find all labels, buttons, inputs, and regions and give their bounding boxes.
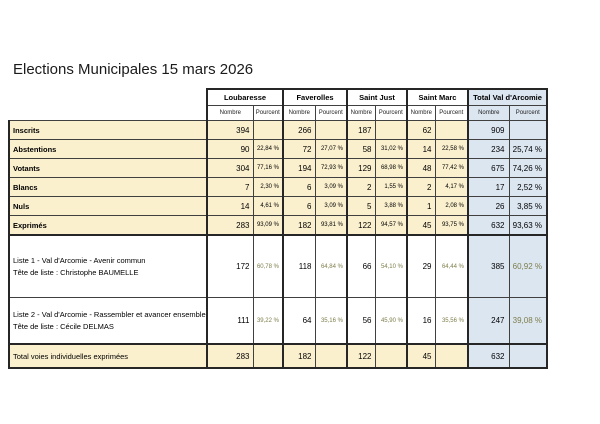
row-label: Votants [9,159,207,178]
cell-total-nombre: 632 [468,344,509,368]
cell-pourcent: 35,56 % [435,298,468,345]
cell-total-pourcent: 3,85 % [509,197,547,216]
cell-pourcent: 64,44 % [435,235,468,298]
cell-pourcent: 22,84 % [253,140,283,159]
cell-total-pourcent [509,344,547,368]
cell-total-pourcent: 74,26 % [509,159,547,178]
cell-nombre: 283 [207,344,253,368]
cell-total-nombre: 247 [468,298,509,345]
subheader-pourcent: Pourcent [435,106,468,121]
cell-nombre: 266 [283,121,315,140]
cell-total-pourcent: 93,63 % [509,216,547,236]
cell-pourcent: 64,84 % [315,235,347,298]
column-group-loubaresse: Loubaresse [207,89,283,106]
cell-nombre: 72 [283,140,315,159]
table-row-total-voies [9,344,547,368]
cell-pourcent: 3,88 % [375,197,407,216]
column-group-total: Total Val d'Arcomie [468,89,547,106]
cell-nombre: 2 [407,178,435,197]
row-label [9,235,207,298]
column-group-faverolles: Faverolles [283,89,347,106]
election-results-table [8,88,548,369]
cell-total-nombre: 17 [468,178,509,197]
subheader-nombre: Nombre [283,106,315,121]
cell-total-pourcent: 25,74 % [509,140,547,159]
cell-nombre: 182 [283,216,315,236]
cell-total-nombre: 632 [468,216,509,236]
cell-nombre: 6 [283,178,315,197]
cell-total-nombre: 234 [468,140,509,159]
cell-pourcent: 31,02 % [375,140,407,159]
header-spacer [9,89,207,106]
cell-nombre: 172 [207,235,253,298]
cell-pourcent: 93,09 % [253,216,283,236]
cell-total-pourcent: 2,52 % [509,178,547,197]
table-row-nuls [9,197,547,216]
cell-nombre: 14 [407,140,435,159]
cell-nombre: 122 [347,216,375,236]
cell-pourcent: 39,22 % [253,298,283,345]
cell-nombre: 111 [207,298,253,345]
cell-total-nombre: 26 [468,197,509,216]
page-title: Elections Municipales 15 mars 2026 [13,61,254,78]
subheader-nombre: Nombre [207,106,253,121]
subheader-nombre: Nombre [468,106,509,121]
column-group-saint-marc: Saint Marc [407,89,468,106]
subheader-nombre: Nombre [347,106,375,121]
liste-name: Liste 1 - Val d'Arcomie - Avenir commun [13,255,146,265]
cell-pourcent [253,121,283,140]
cell-nombre: 62 [407,121,435,140]
cell-pourcent: 94,57 % [375,216,407,236]
row-label: Blancs [9,178,207,197]
subheader-pourcent: Pourcent [253,106,283,121]
cell-total-nombre: 385 [468,235,509,298]
subheader-pourcent: Pourcent [315,106,347,121]
cell-nombre: 118 [283,235,315,298]
cell-nombre: 304 [207,159,253,178]
cell-pourcent: 35,16 % [315,298,347,345]
table-row-liste-2 [9,298,547,345]
cell-pourcent [315,121,347,140]
cell-nombre: 7 [207,178,253,197]
cell-nombre: 1 [407,197,435,216]
cell-pourcent: 60,78 % [253,235,283,298]
row-label [9,298,207,345]
cell-nombre: 90 [207,140,253,159]
cell-nombre: 56 [347,298,375,345]
row-label: Inscrits [9,121,207,140]
table-row-inscrits [9,121,547,140]
cell-pourcent [435,121,468,140]
cell-nombre: 64 [283,298,315,345]
cell-nombre: 182 [283,344,315,368]
row-label: Exprimés [9,216,207,236]
cell-pourcent: 4,17 % [435,178,468,197]
cell-nombre: 29 [407,235,435,298]
liste-tete-de-liste: Tête de liste : Cécile DELMAS [13,321,114,331]
cell-pourcent [435,344,468,368]
cell-nombre: 5 [347,197,375,216]
cell-total-pourcent [509,121,547,140]
cell-nombre: 48 [407,159,435,178]
header-group-row [9,89,547,106]
cell-pourcent: 93,81 % [315,216,347,236]
cell-pourcent [375,121,407,140]
cell-pourcent: 1,55 % [375,178,407,197]
cell-pourcent [253,344,283,368]
cell-nombre: 394 [207,121,253,140]
cell-nombre: 58 [347,140,375,159]
cell-nombre: 194 [283,159,315,178]
cell-pourcent: 45,90 % [375,298,407,345]
cell-pourcent: 3,09 % [315,197,347,216]
cell-total-pourcent: 39,08 % [509,298,547,345]
cell-nombre: 187 [347,121,375,140]
cell-pourcent: 27,07 % [315,140,347,159]
cell-nombre: 122 [347,344,375,368]
cell-total-nombre: 909 [468,121,509,140]
table-row-liste-1 [9,235,547,298]
cell-total-pourcent: 60,92 % [509,235,547,298]
subheader-nombre: Nombre [407,106,435,121]
cell-nombre: 66 [347,235,375,298]
liste-tete-de-liste: Tête de liste : Christophe BAUMELLE [13,267,139,277]
cell-pourcent [375,344,407,368]
subheader-pourcent: Pourcent [375,106,407,121]
cell-pourcent: 93,75 % [435,216,468,236]
cell-nombre: 2 [347,178,375,197]
cell-pourcent: 54,10 % [375,235,407,298]
cell-nombre: 14 [207,197,253,216]
liste-name: Liste 2 - Val d'Arcomie - Rassembler et avancer ensemble [13,309,206,319]
table-row-exprimes [9,216,547,236]
cell-pourcent: 22,58 % [435,140,468,159]
cell-pourcent [315,344,347,368]
cell-pourcent: 4,61 % [253,197,283,216]
cell-nombre: 6 [283,197,315,216]
cell-pourcent: 72,93 % [315,159,347,178]
row-label: Total voies individuelles exprimées [9,344,207,368]
cell-pourcent: 68,98 % [375,159,407,178]
cell-pourcent: 77,42 % [435,159,468,178]
header-sub-row [9,106,547,121]
cell-pourcent: 77,16 % [253,159,283,178]
column-group-saint-just: Saint Just [347,89,407,106]
table-row-abstentions [9,140,547,159]
cell-pourcent: 3,09 % [315,178,347,197]
table-row-votants [9,159,547,178]
cell-nombre: 283 [207,216,253,236]
cell-total-nombre: 675 [468,159,509,178]
table-row-blancs [9,178,547,197]
subheader-pourcent: Pourcent [509,106,547,121]
cell-nombre: 45 [407,344,435,368]
cell-pourcent: 2,08 % [435,197,468,216]
cell-nombre: 16 [407,298,435,345]
row-label: Nuls [9,197,207,216]
cell-nombre: 45 [407,216,435,236]
header-spacer [9,106,207,121]
cell-nombre: 129 [347,159,375,178]
row-label: Abstentions [9,140,207,159]
cell-pourcent: 2,30 % [253,178,283,197]
